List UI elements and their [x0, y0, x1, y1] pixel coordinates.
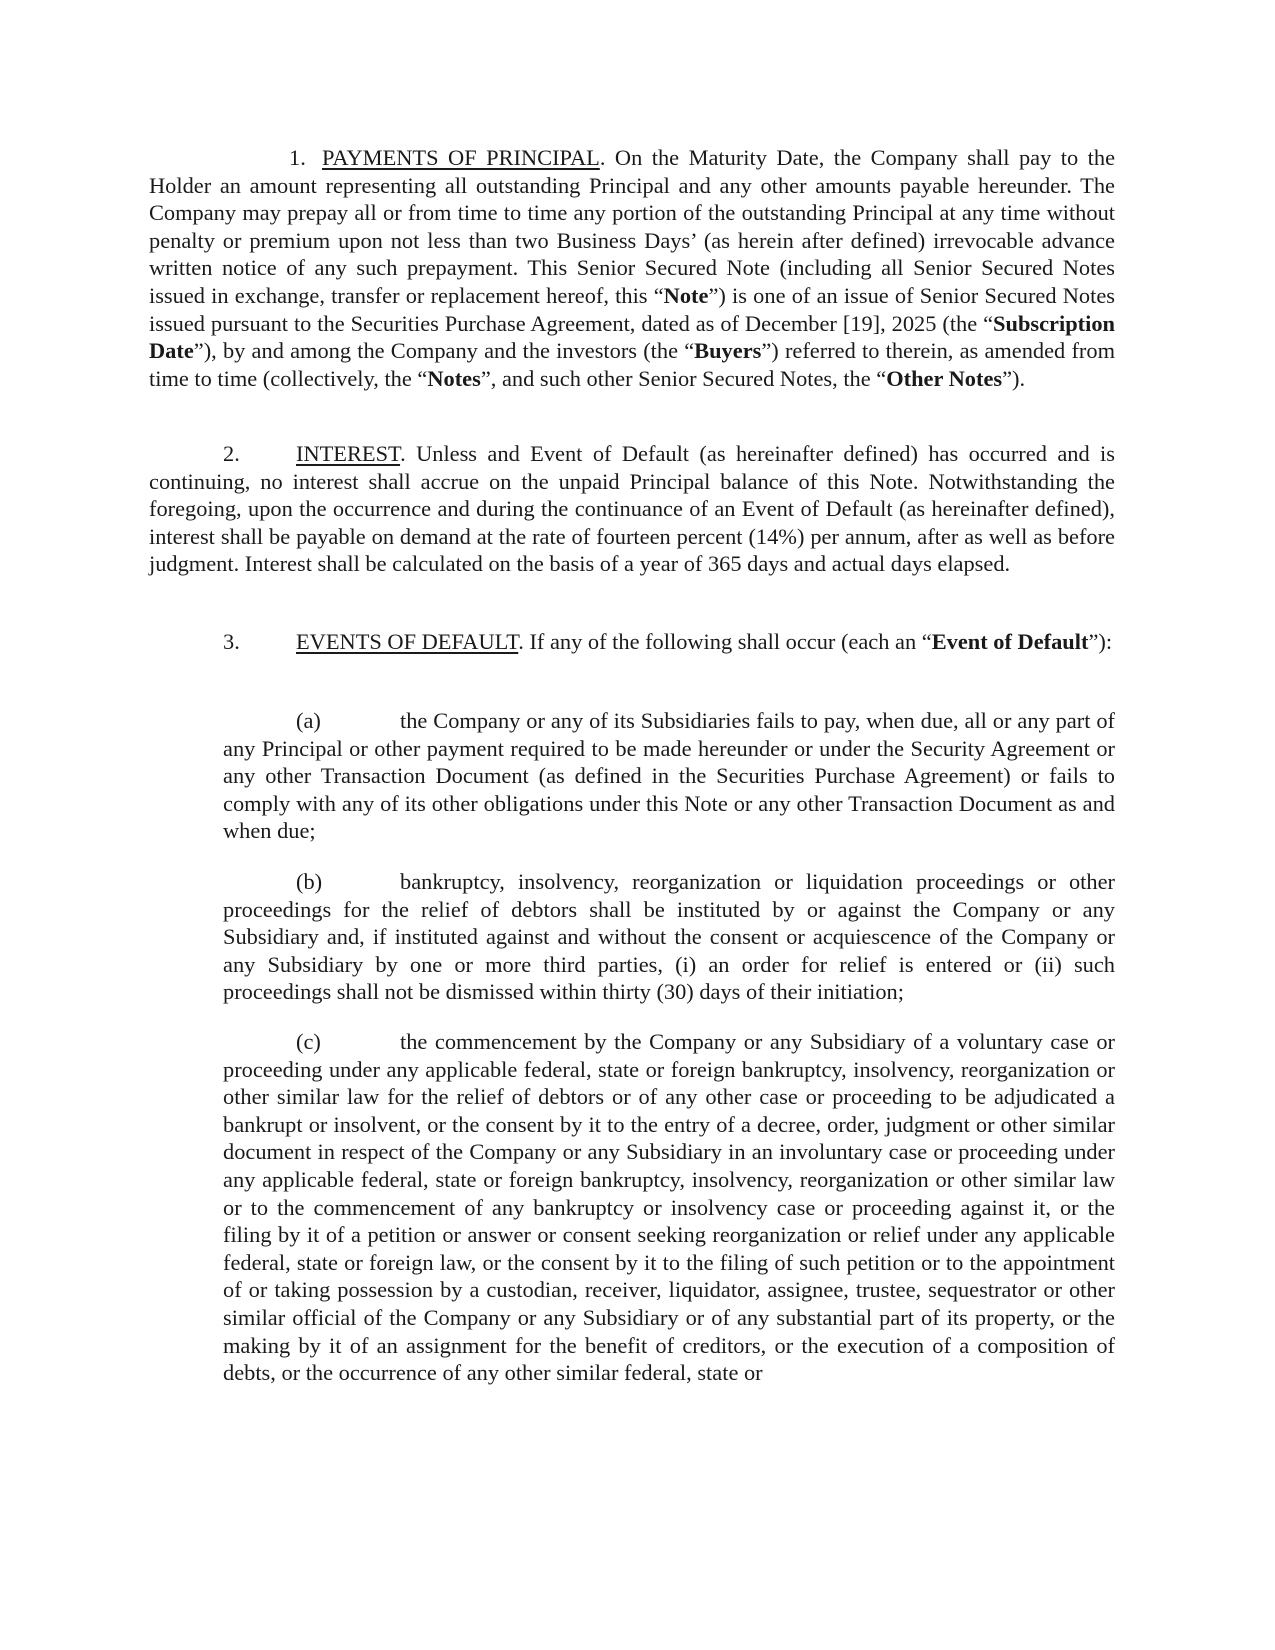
section-events-of-default: 3. EVENTS OF DEFAULT. If any of the following shall occur (each an “Event of Default”):: [223, 629, 1113, 654]
clause-label: (b): [296, 869, 323, 894]
clause-a: [223, 707, 1115, 845]
clause-text: the Company or any of its Subsidiaries fails to pay, when due, all or any part of any Principal or other payment required to be made hereunder or under the Security Agreement or any other Transaction Document (as defined in the Securities Purchase Agreement) or fails to comply with any of its other obligations under this Note or any other Transaction Document as and when due;: [223, 708, 1115, 844]
section-heading: INTEREST: [296, 441, 401, 466]
section-number: 2.: [223, 441, 240, 466]
clause-text: the commencement by the Company or any Subsidiary of a voluntary case or proceeding under any applicable federal, state or foreign bankruptcy, insolvency, reorganization or other similar law for the relief of debtors or of any other case or proceeding to be adjudicated a bankrupt or insolvent, or the consent by it to the entry of a decree, order, judgment or other similar document in respect of the Company or any Subsidiary in an involuntary case or proceeding under any applicable federal, state or foreign bankruptcy, insolvency, reorganization or other similar law or to the commencement of any bankruptcy or insolvency case or proceeding against it, or the filing by it of a petition or answer or consent seeking reorganization or relief under any applicable federal, state or foreign law, or the consent by it to the filing of such petition or to the appointment of or taking possession by a custodian, receiver, liquidator, assignee, trustee, sequestrator or other similar official of the Company or any Subsidiary or of any substantial part of its property, or the making by it of an assignment for the benefit of creditors, or the execution of a composition of debts, or the occurrence of any other similar federal, state or: [223, 1029, 1115, 1386]
clause-label: (a): [296, 708, 321, 733]
section-heading: PAYMENTS OF PRINCIPAL: [322, 145, 600, 170]
section-heading: EVENTS OF DEFAULT: [296, 629, 519, 654]
defined-term-notes: Notes: [427, 365, 481, 391]
defined-term-buyers: Buyers: [694, 338, 762, 364]
defined-term-other-notes: Other Notes: [886, 365, 1003, 391]
clause-label: (c): [296, 1029, 321, 1054]
defined-term-event-of-default: Event of Default: [931, 629, 1089, 654]
clause-b: [223, 868, 1115, 1006]
section-interest: 2. INTEREST. Unless and Event of Default (as hereinafter defined) has occurred and is continuing, no interest shall accrue on the unpaid Principal balance of this Note. Notwithstanding the foregoing, upon the occurrence and during the continuance of an Event of Default (as hereinafter defined), interest shall be payable on demand at the rate of fourteen percent (14%) per annum, after as well as before judgment. Interest shall be calculated on the basis of a year of 365 days and actual days elapsed.: [149, 441, 1115, 577]
section-payments-of-principal: 1. PAYMENTS OF PRINCIPAL. On the Maturity Date, the Company shall pay to the Holder an amount representing all outstanding Principal and any other amounts payable hereunder. The Company may prepay all or from time to time any portion of the outstanding Principal at any time without penalty or premium upon not less than two Business Days’ (as herein after defined) irrevocable advance written notice of any such prepayment. This Senior Secured Note (including all Senior Secured Notes issued in exchange, transfer or replacement hereof, this “Note”) is one of an issue of Senior Secured Notes issued pursuant to the Securities Purchase Agreement, dated as of December [19], 2025 (the “Subscription Date”), by and among the Company and the investors (the “Buyers”) referred to therein, as amended from time to time (collectively, the “Notes”, and such other Senior Secured Notes, the “Other Notes”).: [149, 145, 1116, 391]
section-number: 3.: [223, 629, 240, 654]
defined-term-subscription-date: Subscription Date: [149, 310, 1115, 364]
defined-term-note: Note: [663, 282, 709, 308]
section-number: 1.: [289, 145, 306, 170]
clause-text: bankruptcy, insolvency, reorganization or liquidation proceedings or other proceedings for the relief of debtors shall be instituted by or against the Company or any Subsidiary and, if instituted against and without the consent or acquiescence of the Company or any Subsidiary by one or more third parties, (i) an order for relief is entered or (ii) such proceedings shall not be dismissed within thirty (30) days of their initiation;: [223, 869, 1115, 1005]
clause-c: [223, 1028, 1115, 1387]
